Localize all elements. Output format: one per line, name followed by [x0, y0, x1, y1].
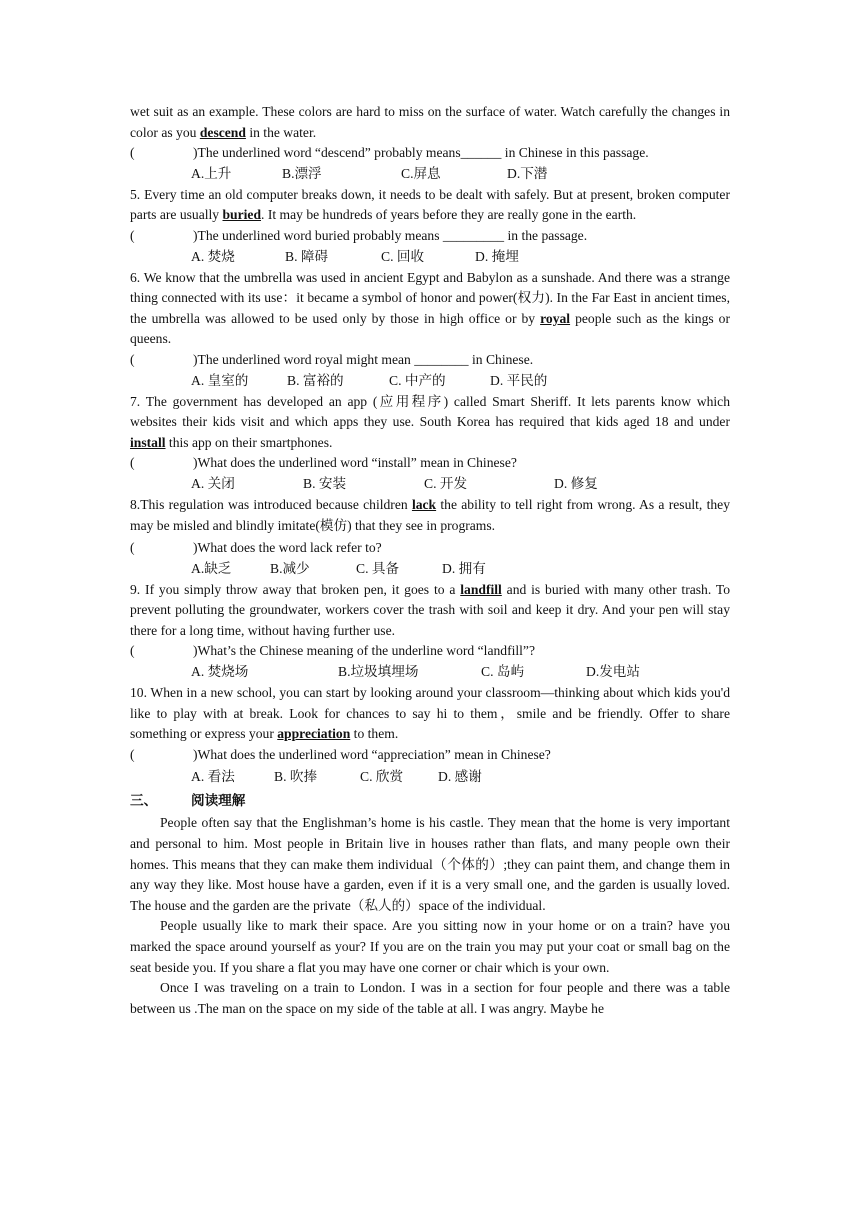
q7-option-d: D. 修复	[554, 475, 598, 491]
q4-option-d: D.下潜	[507, 165, 548, 181]
q4-option-c: C.屏息	[401, 165, 441, 181]
q6-option-d: D. 平民的	[490, 372, 548, 388]
q9-option-a: A. 焚烧场	[191, 664, 249, 680]
q7-passage: 7. The government has developed an app (应用程序) called Smart Sheriff. It lets parents know which websites their kids visit and which apps they use. South Korea has required that kids aged 18 and under install this app on their smartphones.	[130, 393, 730, 450]
q8-option-a: A.缺乏	[191, 560, 232, 576]
q9-option-d: D.发电站	[586, 664, 640, 680]
answer-paren: (	[130, 227, 135, 243]
q10-passage: 10. When in a new school, you can start by looking around your classroom—thinking about which kids you'd like to play with at break. Look for chances to say hi to them，smile and be friendly. Offer to share something or express your appreciation to them.	[130, 685, 730, 742]
q6-option-a: A. 皇室的	[191, 372, 249, 388]
q10-keyword: appreciation	[277, 726, 351, 742]
section-heading	[130, 791, 730, 813]
q7-option-b: B. 安装	[303, 475, 347, 491]
q10-option-a: A. 看法	[191, 769, 235, 785]
q4-options	[130, 164, 730, 185]
passage-paragraph-3: Once I was traveling on a train to London. I was in a section for four people and there was a table between us .The man on the space on my side of the table at all. I was angry. Maybe he	[130, 980, 730, 1016]
q5-option-b: B. 障碍	[285, 248, 329, 264]
q8-options	[130, 559, 730, 580]
q6-option-b: B. 富裕的	[287, 372, 344, 388]
q7-question: ( )What does the underlined word “install” mean in Chinese?	[130, 453, 730, 474]
q4-option-b: B.漂浮	[282, 165, 322, 181]
q7-option-a: A. 关闭	[191, 475, 235, 491]
q7-keyword: install	[130, 434, 166, 450]
q5-option-a: A. 焚烧	[191, 248, 235, 264]
q7-options	[130, 474, 730, 495]
q9-option-c: C. 岛屿	[481, 664, 525, 680]
q5-option-c: C. 回收	[381, 248, 425, 264]
answer-paren: (	[130, 455, 135, 471]
q9-option-b: B.垃圾填埋场	[338, 664, 419, 680]
q9-keyword: landfill	[460, 581, 502, 597]
q9-options	[130, 662, 730, 683]
answer-paren: (	[130, 540, 135, 556]
q4-passage: wet suit as an example. These colors are hard to miss on the surface of water. Watch carefully the changes in color as you descend in the water.	[130, 104, 730, 140]
q5-option-d: D. 掩埋	[475, 248, 519, 264]
answer-paren: (	[130, 746, 135, 762]
q6-passage: 6. We know that the umbrella was used in ancient Egypt and Babylon as a sunshade. And there was a strange thing connected with its use：it became a symbol of honor and power(权力). In the Far East in ancient times, the umbrella was allowed to be used only by those in high office or by royal people such as the kings or queens.	[130, 269, 730, 347]
answer-paren: (	[130, 145, 135, 161]
q6-question: ( )The underlined word royal might mean ________ in Chinese.	[130, 350, 730, 371]
q7-option-c: C. 开发	[424, 475, 468, 491]
section-title: 阅读理解	[191, 793, 246, 809]
q8-option-b: B.减少	[270, 560, 310, 576]
section-number: 三、	[130, 793, 158, 809]
q6-keyword: royal	[540, 310, 571, 326]
q8-option-d: D. 拥有	[442, 560, 486, 576]
q5-passage: 5. Every time an old computer breaks down, it needs to be dealt with safely. But at present, broken computer parts are usually buried. It may be hundreds of years before they are really gone in the earth.	[130, 186, 730, 223]
q8-passage: 8.This regulation was introduced because children lack the ability to tell right from wrong. As a result, they may be misled and blindly imitate(模仿) that they see in programs.	[130, 496, 730, 533]
q10-option-d: D. 感谢	[438, 769, 482, 785]
q8-option-c: C. 具备	[356, 560, 400, 576]
q8-keyword: lack	[411, 496, 437, 512]
q4-option-a: A.上升	[191, 165, 232, 181]
q10-option-c: C. 欣赏	[360, 769, 404, 785]
q5-keyword: buried	[222, 207, 262, 223]
q10-options	[130, 765, 730, 790]
q9-passage: 9. If you simply throw away that broken pen, it goes to a landfill and is buried with many other trash. To prevent polluting the groundwater, workers cover the trash with soil and keep it dry. And your pen will stay there for a long time, without having further use.	[130, 581, 731, 638]
answer-paren: (	[130, 351, 135, 367]
q4-keyword: descend	[199, 124, 246, 140]
q5-options	[130, 247, 730, 268]
q4-question: ( )The underlined word “descend” probably means______ in Chinese in this passage.	[130, 143, 730, 164]
q5-question: ( )The underlined word buried probably means _________ in the passage.	[130, 226, 730, 247]
q9-question: ( )What’s the Chinese meaning of the underline word “landfill”?	[130, 641, 730, 662]
answer-paren: (	[130, 643, 135, 659]
q8-question: ( )What does the word lack refer to?	[130, 538, 730, 559]
q6-option-c: C. 中产的	[389, 372, 446, 388]
document-content	[130, 102, 730, 1019]
q10-option-b: B. 吹捧	[274, 769, 318, 785]
passage-paragraph-1: People often say that the Englishman’s home is his castle. They mean that the home is very important and personal to him. Most people in Britain live in houses rather than flats, and many people own their homes. This means that they can make them individual（个体的）;they can paint them, and change them in any way they like. Most house have a garden, even if it is a very small one, and the garden is usually loved. The house and the garden are the private（私人的）space of the individual.	[130, 815, 730, 913]
passage-paragraph-2: People usually like to mark their space. Are you sitting now in your home or on a train? have you marked the space around yourself as your? If you are on the train you may put your coat or small bag on the seat beside you. If you share a flat you may have one corner or chair which is your own.	[130, 918, 730, 975]
q10-question: ( )What does the underlined word “appreciation” mean in Chinese?	[130, 745, 730, 766]
q6-options	[130, 371, 730, 392]
